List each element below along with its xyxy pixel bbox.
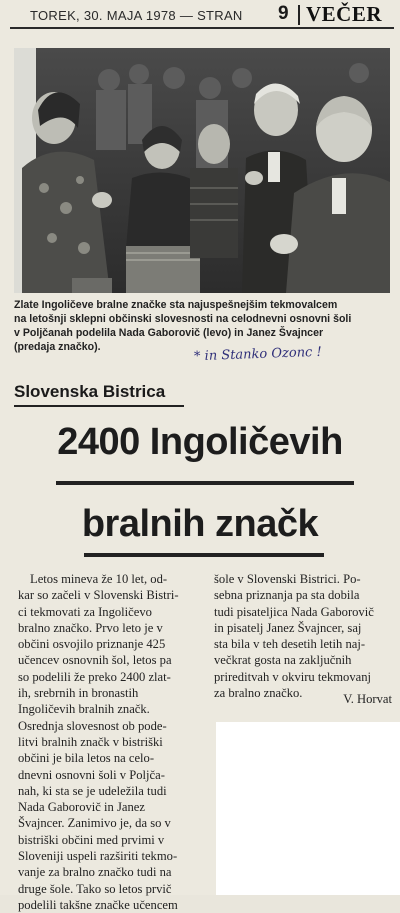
text-line: občini je bila letos na celo- <box>18 751 155 766</box>
masthead-rule <box>10 27 394 29</box>
text-line: nah, ki sta se je udeležila tudi <box>18 783 167 798</box>
page-number: 9 <box>278 3 289 24</box>
handwritten-annotation: * in Stanko Ozonc ! <box>193 344 322 365</box>
section-underline <box>14 405 184 407</box>
masthead-divider <box>298 5 300 25</box>
article-column-1 <box>18 571 200 913</box>
text-line: ih, srebrnih in bronastih <box>18 686 139 701</box>
headline-rule <box>56 481 354 485</box>
text-line: Švajncer. Zanimivo je, da so v <box>18 816 171 831</box>
text-line: sebna priznanja pa sta dobila <box>214 588 360 603</box>
text-line: bistriški občini med prvimi v <box>18 832 165 847</box>
text-line: dnevni osnovni šoli v Poljča- <box>18 767 165 782</box>
headline-rule <box>84 553 324 557</box>
article-column-2 <box>214 571 398 701</box>
text-line: tudi pisateljica Nada Gaborovič <box>214 604 374 619</box>
text-line: vanje za bralno značko tudi na <box>18 865 172 880</box>
text-line: Letos mineva že 10 let, od- <box>30 572 168 586</box>
caption-line: na letošnji sklepni občinski slovesnosti na celodnevni osnovni šoli <box>14 313 352 325</box>
text-line: prireditvah v okviru tekmovanj <box>214 669 372 684</box>
text-line: Nada Gaborovič in Janez <box>18 800 145 815</box>
text-line: za bralno značko. <box>214 686 303 701</box>
text-line: večkrat gosta na zaključnih <box>214 653 352 668</box>
text-line: sta bila v teh desetih letih naj- <box>214 637 366 652</box>
newspaper-name: VEČER <box>306 2 383 26</box>
caption-line: (predaja značko). <box>14 341 101 353</box>
section-label: Slovenska Bistrica <box>14 382 166 401</box>
text-line: občini osvojilo priznanje 425 <box>18 637 166 652</box>
text-line: so podelili že preko 2400 zlat- <box>18 669 171 684</box>
masthead <box>10 2 398 26</box>
photo-caption <box>14 298 396 354</box>
text-line: Osrednja slovesnost ob pode- <box>18 718 167 733</box>
text-line: in pisatelj Janez Švajncer, saj <box>214 620 362 635</box>
news-photo <box>14 48 390 293</box>
text-line: Sloveniji uspeli razširiti tekmo- <box>18 849 178 864</box>
text-line: druge šole. Tako so letos prvič <box>18 881 172 896</box>
text-line: učencev osnovnih šol, letos pa <box>18 653 172 668</box>
article-author: V. Horvat <box>343 692 392 706</box>
blank-area <box>216 722 400 895</box>
headline-line-2: bralnih značk <box>81 503 319 545</box>
text-line: bralno značko. Prvo leto je v <box>18 620 163 635</box>
text-line: litvi bralnih značk v bistriški <box>18 734 163 749</box>
caption-line: Zlate Ingoličeve bralne značke sta najuspešnejšim tekmovalcem <box>14 299 338 311</box>
headline-line-1: 2400 Ingoličevih <box>57 421 343 463</box>
issue-date: TOREK, 30. MAJA 1978 — STRAN <box>30 8 243 23</box>
text-line: šole v Slovenski Bistrici. Po- <box>214 572 361 586</box>
text-line: podelili takšne značke učencem <box>18 897 178 912</box>
caption-line: v Poljčanah podelila Nada Gaborovič (levo) in Janez Švajncer <box>14 327 324 339</box>
text-line: Ingoličevih bralnih značk. <box>18 702 150 717</box>
text-line: kar so začeli v Slovenski Bistri- <box>18 588 179 603</box>
text-line: ci tekmovati za Ingoličevo <box>18 604 152 619</box>
